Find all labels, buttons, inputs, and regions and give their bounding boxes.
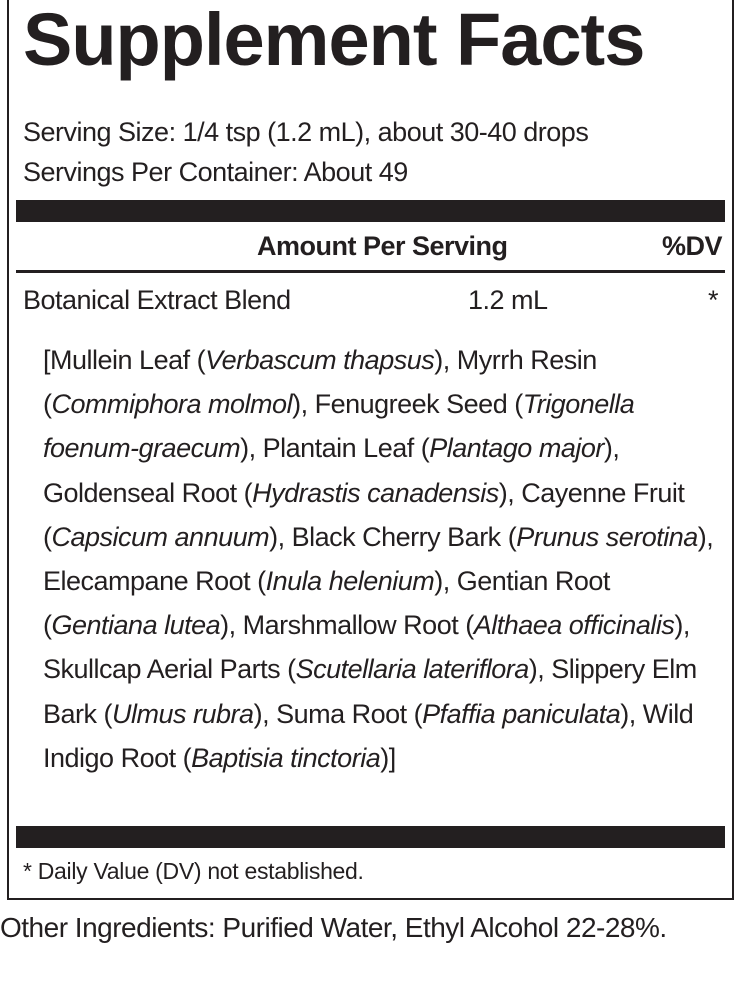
ingredient-common-name: Cayenne Fruit	[521, 477, 685, 508]
amount-per-serving-header: Amount Per Serving	[257, 231, 508, 261]
ingredient-common-name: Wild Indigo Root	[43, 698, 694, 773]
ingredient-latin-name: Gentiana lutea	[51, 610, 221, 641]
ingredient-latin-name: Ulmus rubra	[112, 698, 254, 729]
ingredient-latin-name: Plantago major	[429, 433, 604, 464]
ingredient-common-name: Goldenseal Root	[43, 477, 237, 508]
ingredient-common-name: Suma Root	[276, 698, 407, 729]
ingredient-latin-name: Commiphora molmol	[51, 389, 293, 420]
ingredient-latin-name: Inula helenium	[265, 566, 435, 597]
ingredient-latin-name: Althaea officinalis	[473, 610, 675, 641]
blend-dv: *	[707, 285, 718, 315]
ingredient-latin-name: Capsicum annuum	[51, 521, 270, 552]
ingredient-latin-name: Scutellaria lateriflora	[295, 654, 529, 685]
ingredient-common-name: Skullcap Aerial Parts	[43, 654, 281, 685]
dv-header: %DV	[661, 231, 722, 261]
ingredient-common-name: Myrrh Resin	[456, 345, 597, 375]
blend-ingredient-list: [Mullein Leaf (Verbascum thapsus), Myrrh Resin (Commiphora molmol), Fenugreek Seed (Trigonella foenum-graecum), Plantain Leaf (Plantago major), Goldenseal Root (Hydrastis canadensis), Cayenne Fruit (Capsicum annuum), Black Cherry Bark (Prunus serotina), Elecampane Root (Inula helenium), Gentian Root (Gentiana lutea), Marshmallow Root (Althaea officinalis), Skullcap Aerial Parts (Scutellaria lateriflora), Slippery Elm Bark (Ulmus rubra), Suma Root (Pfaffia paniculata), Wild Indigo Root (Baptisia tinctoria)]	[43, 345, 714, 773]
ingredient-common-name: Fenugreek Seed	[314, 389, 508, 420]
ingredient-common-name: Plantain Leaf	[262, 433, 414, 464]
blend-name: Botanical Extract Blend	[23, 285, 291, 315]
servings-per-container: Servings Per Container: About 49	[23, 157, 408, 187]
supplement-facts-panel	[7, 0, 734, 900]
ingredient-latin-name: Hydrastis canadensis	[252, 477, 499, 508]
ingredient-latin-name: Prunus serotina	[516, 521, 698, 552]
ingredient-common-name: Elecampane Root	[43, 566, 251, 597]
header-rule	[16, 270, 725, 273]
dv-footnote: * Daily Value (DV) not established.	[23, 858, 364, 884]
blend-amount: 1.2 mL	[468, 285, 548, 315]
ingredient-common-name: Marshmallow Root	[242, 610, 459, 641]
ingredient-latin-name: Baptisia tinctoria	[191, 742, 381, 773]
other-ingredients: Other Ingredients: Purified Water, Ethyl Alcohol 22-28%.	[0, 912, 667, 943]
thick-divider-top	[16, 200, 725, 222]
ingredient-common-name: Gentian Root	[456, 566, 610, 597]
ingredient-latin-name: Pfaffia paniculata	[422, 698, 621, 729]
panel-title: Supplement Facts	[23, 0, 645, 81]
serving-size: Serving Size: 1/4 tsp (1.2 mL), about 30-40 drops	[23, 117, 589, 147]
ingredient-common-name: Black Cherry Bark	[291, 521, 501, 552]
ingredient-common-name: Mullein Leaf	[50, 345, 190, 375]
ingredient-latin-name: Verbascum thapsus	[205, 345, 435, 375]
ingredient-latin-name: Trigonella foenum-graecum	[43, 389, 635, 464]
thick-divider-bottom	[16, 826, 725, 848]
ingredient-common-name: Slippery Elm Bark	[43, 654, 697, 729]
